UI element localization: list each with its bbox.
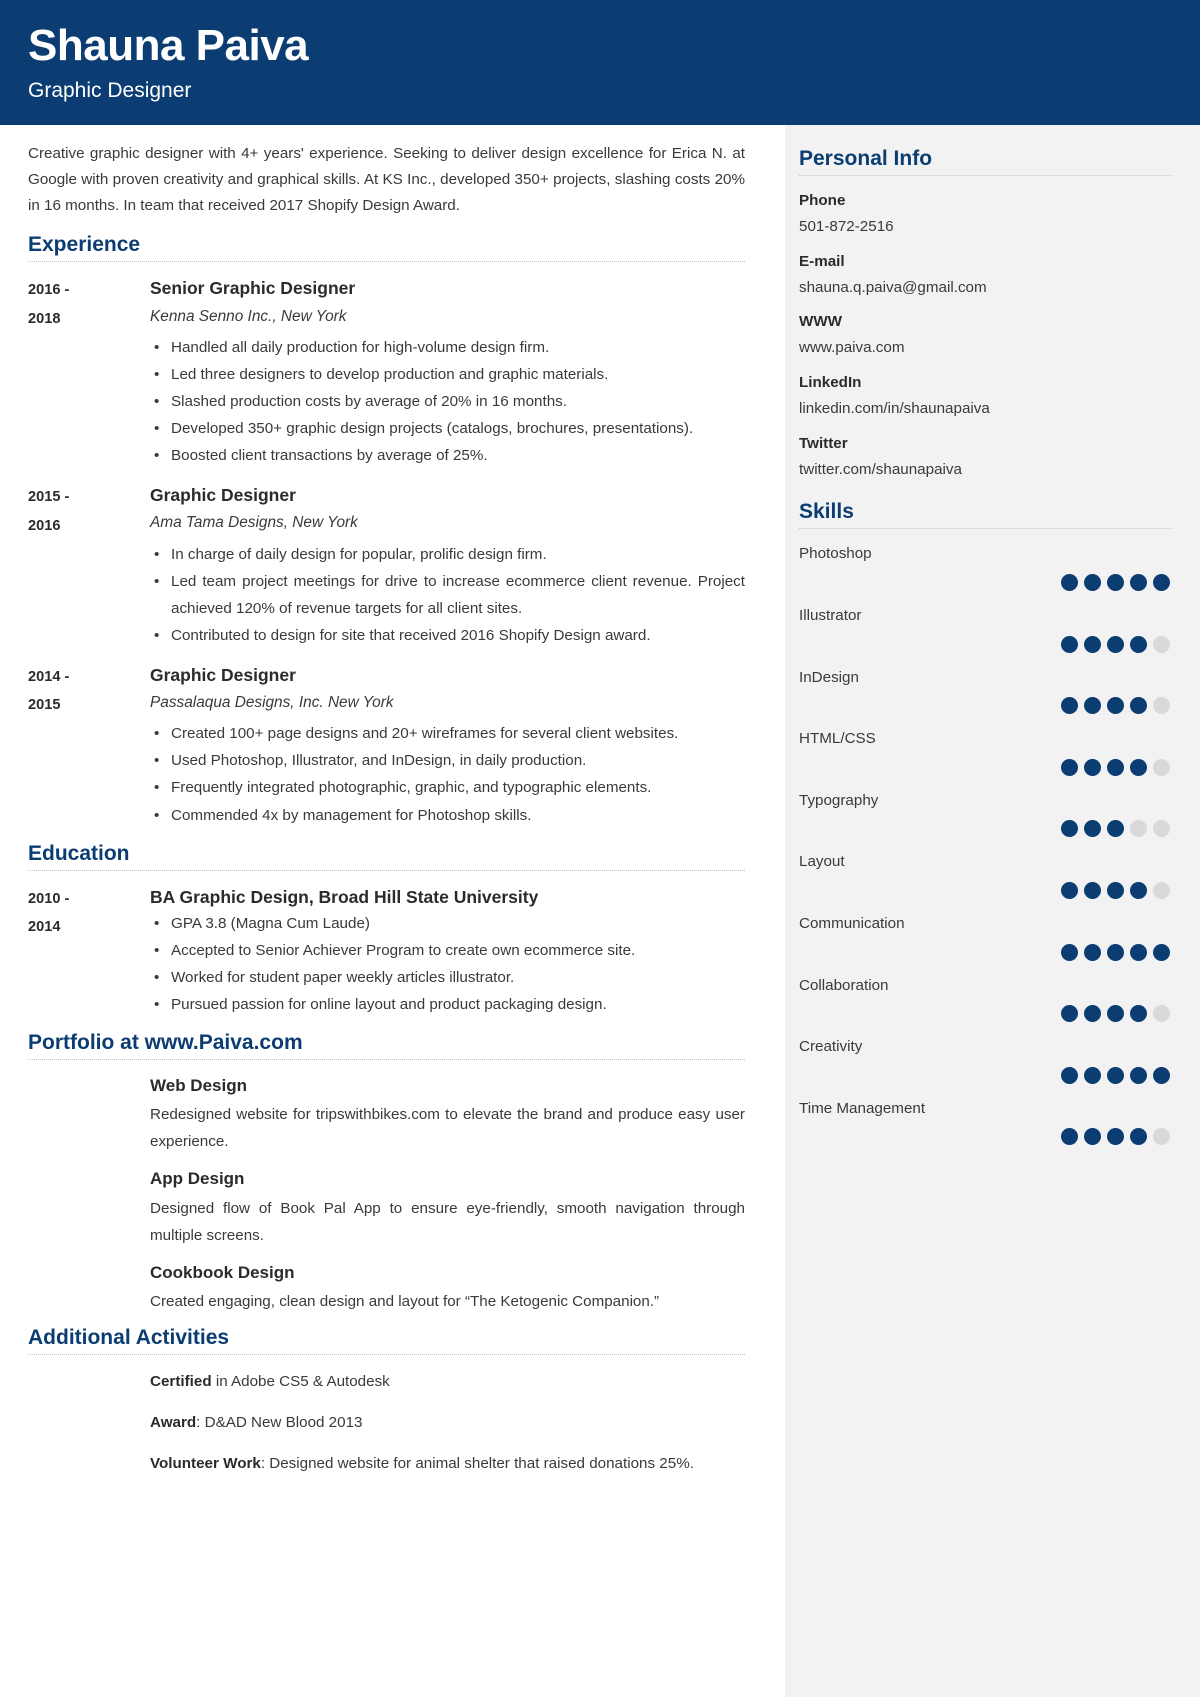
skill-rating bbox=[799, 820, 1172, 837]
section-divider bbox=[28, 870, 745, 871]
activity-text bbox=[150, 1368, 745, 1395]
rating-dot-filled bbox=[1153, 1067, 1170, 1084]
portfolio-description: Designed flow of Book Pal App to ensure eye-friendly, smooth navigation through multiple screens. bbox=[150, 1199, 745, 1244]
rating-dot-filled bbox=[1130, 1067, 1147, 1084]
entry-bullet: • Contributed to design for site that received 2016 Shopify Design award. bbox=[150, 622, 745, 649]
rating-dot-filled bbox=[1084, 1067, 1101, 1084]
entry-body bbox=[150, 275, 745, 469]
rating-dot-filled bbox=[1084, 820, 1101, 837]
entry-title: Graphic Designer bbox=[150, 485, 296, 506]
portfolio-gutter bbox=[28, 1260, 150, 1315]
rating-dot-filled bbox=[1130, 1128, 1147, 1145]
rating-dot-empty bbox=[1153, 882, 1170, 899]
sidebar-divider bbox=[799, 175, 1172, 176]
entry-date-start: 2014 - bbox=[28, 668, 70, 685]
rating-dot-filled bbox=[1061, 1128, 1078, 1145]
additional-activities-section bbox=[28, 1326, 745, 1477]
skill-item bbox=[799, 541, 1172, 591]
rating-dot-filled bbox=[1107, 574, 1124, 591]
rating-dot-filled bbox=[1061, 759, 1078, 776]
experience-entry-list bbox=[28, 275, 745, 828]
rating-dot-filled bbox=[1130, 574, 1147, 591]
rating-dot-empty bbox=[1153, 636, 1170, 653]
skill-name: Layout bbox=[799, 853, 845, 871]
skill-rating bbox=[799, 944, 1172, 961]
rating-dot-filled bbox=[1107, 697, 1124, 714]
entry-date-end: 2014 bbox=[28, 919, 61, 936]
rating-dot-empty bbox=[1153, 697, 1170, 714]
portfolio-item bbox=[28, 1260, 745, 1315]
rating-dot-filled bbox=[1061, 574, 1078, 591]
entry-bullet: • Accepted to Senior Achiever Program to create own ecommerce site. bbox=[150, 937, 745, 964]
skill-rating bbox=[799, 1067, 1172, 1084]
personal-info-label: LinkedIn bbox=[799, 374, 862, 392]
activity-item bbox=[28, 1450, 745, 1477]
skill-rating bbox=[799, 1005, 1172, 1022]
skill-rating bbox=[799, 1128, 1172, 1145]
rating-dot-filled bbox=[1084, 1005, 1101, 1022]
sidebar-divider bbox=[799, 528, 1172, 529]
candidate-name: Shauna Paiva bbox=[28, 21, 309, 70]
entry-bullet-list bbox=[150, 910, 745, 1018]
rating-dot-filled bbox=[1130, 882, 1147, 899]
skill-item bbox=[799, 1096, 1172, 1146]
entry-bullet: • Created 100+ page designs and 20+ wireframes for several client websites. bbox=[150, 720, 745, 747]
resume-entry bbox=[28, 884, 745, 1018]
rating-dot-filled bbox=[1107, 820, 1124, 837]
activity-label: Award bbox=[150, 1414, 197, 1432]
skill-item bbox=[799, 1034, 1172, 1084]
personal-info-value: shauna.q.paiva@gmail.com bbox=[799, 278, 987, 296]
skill-rating bbox=[799, 759, 1172, 776]
entry-company: Passalaqua Designs, Inc. New York bbox=[150, 694, 394, 712]
personal-info-value: twitter.com/shaunapaiva bbox=[799, 460, 962, 478]
entry-body bbox=[150, 482, 745, 649]
rating-dot-filled bbox=[1061, 820, 1078, 837]
skill-name: Photoshop bbox=[799, 545, 872, 563]
activity-detail: in Adobe CS5 & Autodesk bbox=[211, 1373, 390, 1391]
skill-item bbox=[799, 849, 1172, 899]
rating-dot-empty bbox=[1130, 820, 1147, 837]
resume-entry bbox=[28, 275, 745, 469]
rating-dot-filled bbox=[1084, 1128, 1101, 1145]
personal-info-value: 501-872-2516 bbox=[799, 217, 894, 235]
entry-bullet: • Frequently integrated photographic, graphic, and typographic elements. bbox=[150, 774, 745, 801]
entry-dates bbox=[28, 884, 150, 1018]
skill-rating bbox=[799, 882, 1172, 899]
entry-bullet-list bbox=[150, 541, 745, 649]
rating-dot-filled bbox=[1107, 759, 1124, 776]
resume-entry bbox=[28, 482, 745, 649]
rating-dot-filled bbox=[1130, 944, 1147, 961]
entry-bullet: • Pursued passion for online layout and product packaging design. bbox=[150, 991, 745, 1018]
sidebar-column bbox=[785, 125, 1200, 1697]
entry-date-start: 2010 - bbox=[28, 890, 70, 907]
personal-info-heading: Personal Info bbox=[799, 147, 933, 170]
personal-info-value: linkedin.com/in/shaunapaiva bbox=[799, 399, 990, 417]
entry-bullet: • Boosted client transactions by average of 25%. bbox=[150, 442, 745, 469]
entry-bullet-list bbox=[150, 334, 745, 469]
resume-entry bbox=[28, 662, 745, 829]
skill-rating bbox=[799, 697, 1172, 714]
rating-dot-filled bbox=[1107, 1005, 1124, 1022]
skills-list bbox=[799, 541, 1172, 1145]
rating-dot-filled bbox=[1130, 697, 1147, 714]
rating-dot-filled bbox=[1084, 944, 1101, 961]
entry-date-start: 2016 - bbox=[28, 282, 70, 299]
personal-info-section bbox=[799, 147, 1172, 482]
activity-label: Certified bbox=[150, 1373, 212, 1391]
entry-date-end: 2015 bbox=[28, 697, 61, 714]
personal-info-label: E-mail bbox=[799, 252, 845, 270]
activity-gutter bbox=[28, 1409, 150, 1436]
rating-dot-empty bbox=[1153, 1005, 1170, 1022]
portfolio-item bbox=[28, 1166, 745, 1248]
rating-dot-filled bbox=[1084, 882, 1101, 899]
entry-company: Kenna Senno Inc., New York bbox=[150, 307, 347, 325]
education-heading: Education bbox=[28, 841, 130, 865]
entry-bullet: • In charge of daily design for popular, prolific design firm. bbox=[150, 541, 745, 568]
entry-title: Graphic Designer bbox=[150, 664, 296, 685]
resume-header bbox=[0, 0, 1200, 125]
entry-title: BA Graphic Design, Broad Hill State University bbox=[150, 886, 539, 907]
section-divider bbox=[28, 261, 745, 262]
skill-rating bbox=[799, 574, 1172, 591]
skill-item bbox=[799, 726, 1172, 776]
skill-item bbox=[799, 603, 1172, 653]
experience-heading: Experience bbox=[28, 233, 141, 257]
entry-bullet: • Used Photoshop, Illustrator, and InDesign, in daily production. bbox=[150, 747, 745, 774]
rating-dot-filled bbox=[1130, 636, 1147, 653]
skill-name: InDesign bbox=[799, 668, 859, 686]
entry-bullet-list bbox=[150, 720, 745, 828]
skill-name: Time Management bbox=[799, 1099, 926, 1117]
activity-item bbox=[28, 1409, 745, 1436]
rating-dot-filled bbox=[1130, 1005, 1147, 1022]
skills-section bbox=[799, 500, 1172, 1145]
portfolio-gutter bbox=[28, 1166, 150, 1248]
activity-detail: : Designed website for animal shelter that raised donations 25%. bbox=[260, 1455, 694, 1473]
activity-gutter bbox=[28, 1450, 150, 1477]
rating-dot-empty bbox=[1153, 1128, 1170, 1145]
entry-body bbox=[150, 884, 745, 1018]
rating-dot-filled bbox=[1061, 1067, 1078, 1084]
portfolio-body bbox=[150, 1260, 745, 1315]
entry-bullet: • GPA 3.8 (Magna Cum Laude) bbox=[150, 910, 745, 937]
activity-text bbox=[150, 1409, 745, 1436]
rating-dot-filled bbox=[1061, 636, 1078, 653]
rating-dot-filled bbox=[1107, 1128, 1124, 1145]
candidate-job-title: Graphic Designer bbox=[28, 78, 192, 102]
skill-name: Creativity bbox=[799, 1038, 863, 1056]
entry-dates bbox=[28, 662, 150, 829]
skills-heading: Skills bbox=[799, 500, 854, 524]
personal-info-value: www.paiva.com bbox=[799, 339, 905, 357]
entry-dates bbox=[28, 482, 150, 649]
activity-detail: : D&AD New Blood 2013 bbox=[196, 1414, 363, 1432]
portfolio-section bbox=[28, 1031, 745, 1315]
personal-info-field-list bbox=[799, 188, 1172, 482]
entry-company: Ama Tama Designs, New York bbox=[150, 514, 358, 532]
skill-name: Communication bbox=[799, 915, 905, 932]
section-divider bbox=[28, 1354, 745, 1355]
entry-date-end: 2018 bbox=[28, 310, 61, 327]
entry-bullet: • Led team project meetings for drive to increase ecommerce client revenue. Project achieved 120% of revenue targets for all client sites. bbox=[150, 568, 745, 622]
experience-section bbox=[28, 233, 745, 828]
skill-name: Collaboration bbox=[799, 976, 889, 994]
skill-name: Illustrator bbox=[799, 607, 862, 625]
rating-dot-filled bbox=[1107, 882, 1124, 899]
skill-rating bbox=[799, 636, 1172, 653]
entry-date-start: 2015 - bbox=[28, 489, 70, 506]
skill-item bbox=[799, 973, 1172, 1023]
additional-activities-heading: Additional Activities bbox=[28, 1326, 230, 1350]
portfolio-heading: Portfolio at www.Paiva.com bbox=[28, 1031, 303, 1055]
activity-label: Volunteer Work bbox=[150, 1455, 261, 1473]
skill-name: Typography bbox=[799, 791, 879, 809]
rating-dot-filled bbox=[1130, 759, 1147, 776]
rating-dot-empty bbox=[1153, 820, 1170, 837]
professional-summary: Creative graphic designer with 4+ years' experience. Seeking to deliver design excellence for Erica N. at Google with proven creativity and graphical skills. At KS Inc., developed 350+ projects, slashing costs 20% in 16 months. In team that received 2017 Shopify Design Award. bbox=[28, 145, 745, 215]
rating-dot-filled bbox=[1153, 574, 1170, 591]
entry-bullet: • Slashed production costs by average of 20% in 16 months. bbox=[150, 388, 745, 415]
entry-bullet: • Commended 4x by management for Photoshop skills. bbox=[150, 802, 745, 829]
rating-dot-filled bbox=[1061, 697, 1078, 714]
rating-dot-filled bbox=[1061, 882, 1078, 899]
activity-list bbox=[28, 1368, 745, 1477]
skill-item bbox=[799, 665, 1172, 715]
section-divider bbox=[28, 1059, 745, 1060]
portfolio-item bbox=[28, 1073, 745, 1155]
entry-bullet: • Handled all daily production for high-volume design firm. bbox=[150, 334, 745, 361]
activity-text bbox=[150, 1450, 745, 1477]
rating-dot-filled bbox=[1084, 636, 1101, 653]
main-column bbox=[0, 125, 785, 1697]
activity-gutter bbox=[28, 1368, 150, 1395]
rating-dot-filled bbox=[1084, 759, 1101, 776]
rating-dot-filled bbox=[1153, 944, 1170, 961]
skill-item bbox=[799, 911, 1172, 961]
portfolio-title: Cookbook Design bbox=[150, 1262, 295, 1282]
rating-dot-filled bbox=[1084, 574, 1101, 591]
portfolio-gutter bbox=[28, 1073, 150, 1155]
personal-info-label: Twitter bbox=[799, 434, 848, 452]
portfolio-description: Created engaging, clean design and layout for “The Ketogenic Companion.” bbox=[150, 1293, 660, 1311]
education-section bbox=[28, 842, 745, 1018]
portfolio-description: Redesigned website for tripswithbikes.com to elevate the brand and produce easy user experience. bbox=[150, 1106, 745, 1151]
entry-title: Senior Graphic Designer bbox=[150, 278, 356, 299]
resume-body bbox=[0, 125, 1200, 1697]
entry-bullet: • Developed 350+ graphic design projects (catalogs, brochures, presentations). bbox=[150, 415, 745, 442]
skill-item bbox=[799, 788, 1172, 838]
activity-item bbox=[28, 1368, 745, 1395]
entry-dates bbox=[28, 275, 150, 469]
education-entry-list bbox=[28, 884, 745, 1018]
rating-dot-filled bbox=[1084, 697, 1101, 714]
entry-bullet: • Worked for student paper weekly articles illustrator. bbox=[150, 964, 745, 991]
portfolio-title: Web Design bbox=[150, 1076, 247, 1096]
portfolio-item-list bbox=[28, 1073, 745, 1315]
skill-name: HTML/CSS bbox=[799, 730, 876, 748]
rating-dot-filled bbox=[1107, 944, 1124, 961]
entry-bullet: • Led three designers to develop production and graphic materials. bbox=[150, 361, 745, 388]
rating-dot-empty bbox=[1153, 759, 1170, 776]
rating-dot-filled bbox=[1107, 636, 1124, 653]
entry-body bbox=[150, 662, 745, 829]
personal-info-label: WWW bbox=[799, 313, 843, 331]
personal-info-label: Phone bbox=[799, 192, 846, 209]
entry-date-end: 2016 bbox=[28, 517, 61, 534]
rating-dot-filled bbox=[1107, 1067, 1124, 1084]
portfolio-title: App Design bbox=[150, 1169, 245, 1189]
rating-dot-filled bbox=[1061, 1005, 1078, 1022]
rating-dot-filled bbox=[1061, 944, 1078, 961]
portfolio-body bbox=[150, 1073, 745, 1155]
portfolio-body bbox=[150, 1166, 745, 1248]
